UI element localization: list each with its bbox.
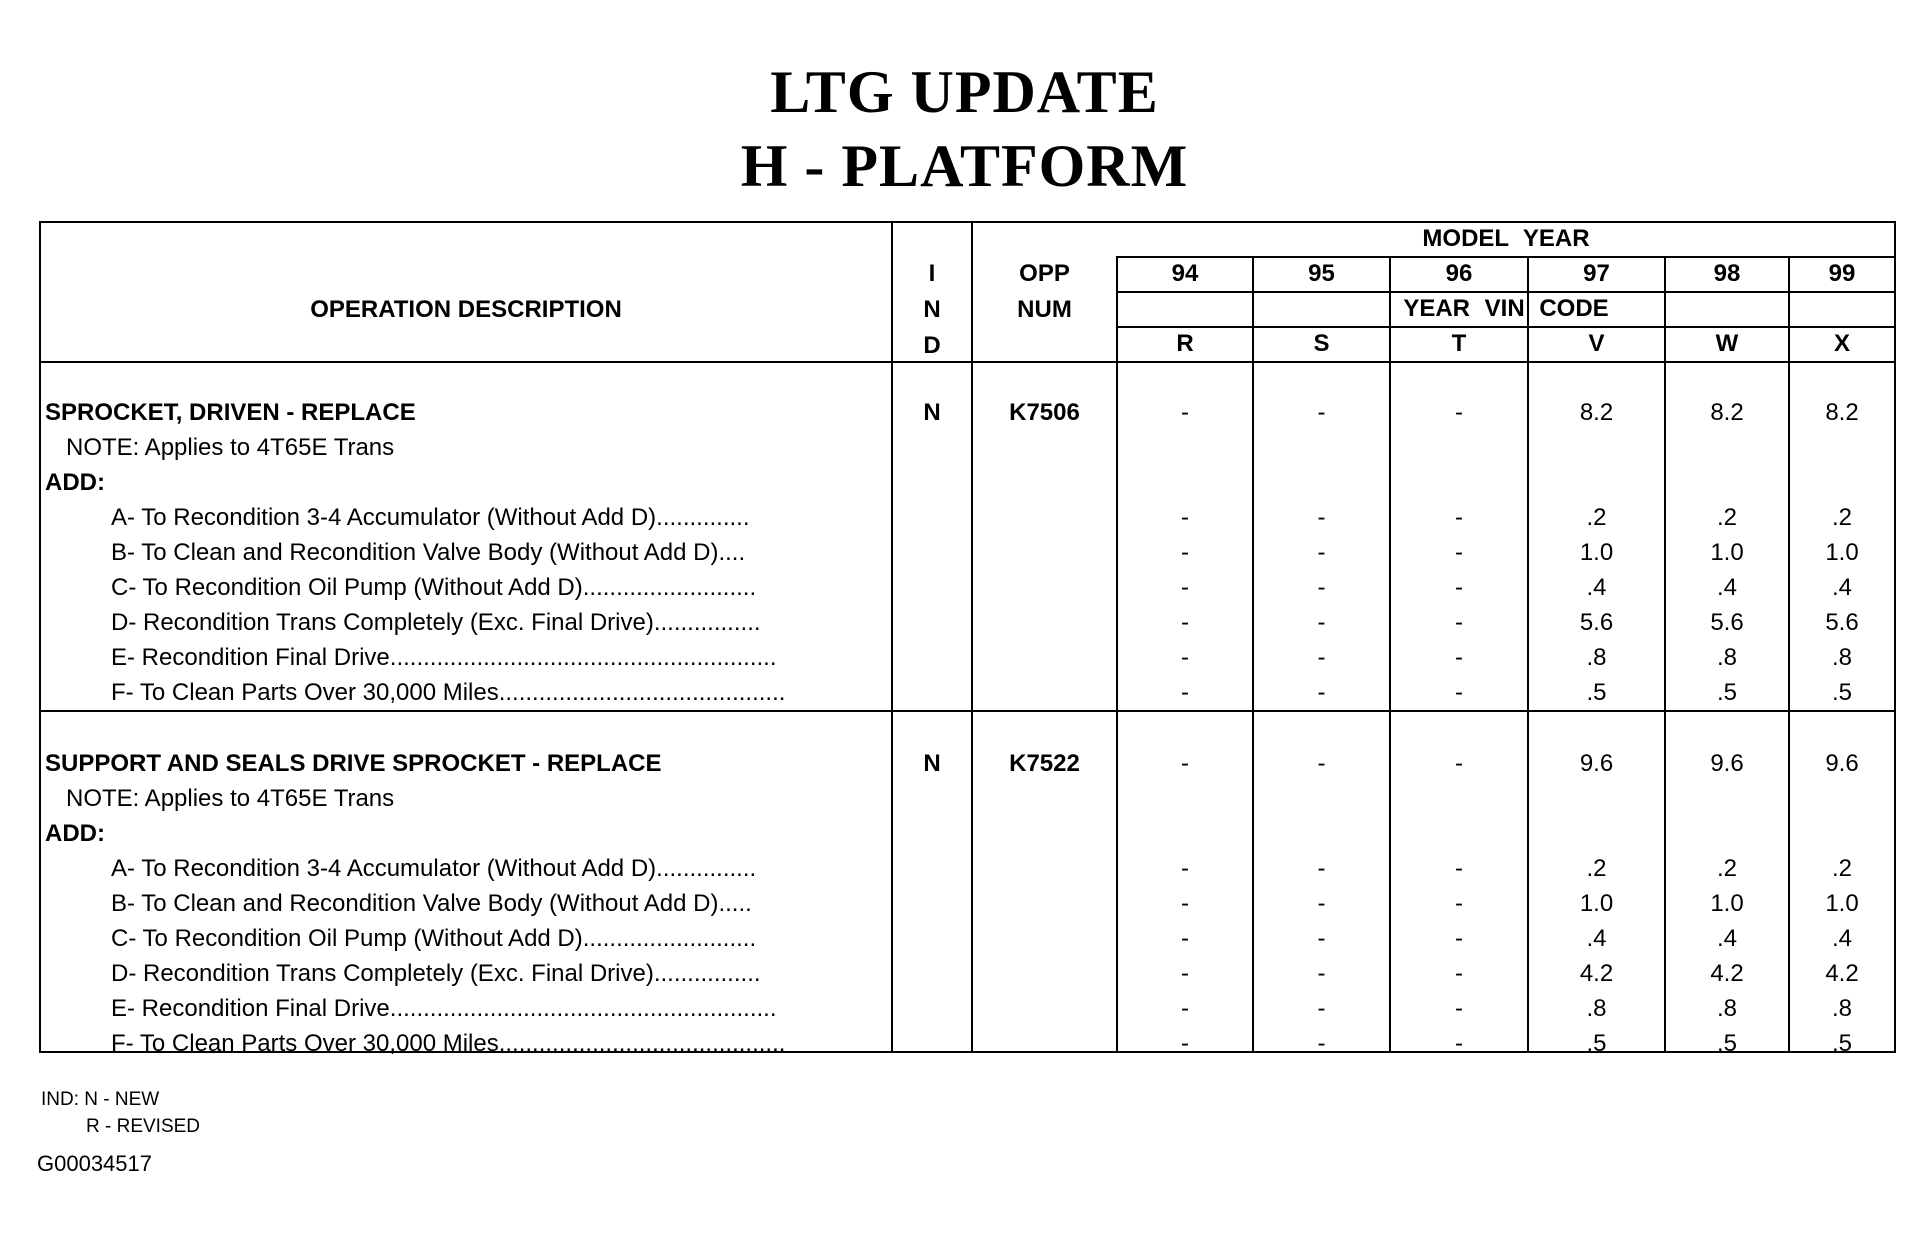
add-item-value: .4 [1831,574,1852,601]
add-item-label: F- To Clean Parts Over 30,000 Miles........................................... [111,1030,786,1057]
figure-id: G00034517 [37,1151,152,1176]
add-item-label: C- To Recondition Oil Pump (Without Add D).......................... [111,925,757,952]
ind-value: N [923,750,941,777]
year-value: - [1455,750,1463,777]
add-item-value: - [1455,644,1463,671]
add-item-value: 1.0 [1825,539,1859,566]
add-item-value: - [1181,609,1189,636]
year-value: 8.2 [1579,399,1614,426]
header-opp: OPP [1019,260,1070,287]
header-year-98: 98 [1713,260,1741,287]
add-item-value: 4.2 [1710,960,1744,987]
legend-revised: R - REVISED [86,1116,201,1137]
year-value: - [1317,750,1326,777]
add-item-label: A- To Recondition 3-4 Accumulator (Without Add D).............. [111,504,750,531]
header-year-94: 94 [1171,260,1199,287]
add-item-value: - [1455,1030,1463,1057]
add-item-label: D- Recondition Trans Completely (Exc. Final Drive)................ [111,960,761,987]
header-year-vin-code: YEAR VIN CODE [1403,295,1609,322]
year-value: 9.6 [1825,750,1859,777]
year-value: - [1317,399,1326,426]
add-item-label: B- To Clean and Recondition Valve Body (Without Add D).... [111,539,746,566]
opp-num: K7506 [1009,399,1080,426]
add-item-label: D- Recondition Trans Completely (Exc. Final Drive)................ [111,609,761,636]
header-num: NUM [1017,296,1072,323]
year-value: - [1181,399,1189,426]
add-item-value: 1.0 [1710,890,1744,917]
add-item-value: .2 [1586,504,1607,531]
add-item-value: .2 [1831,504,1852,531]
header-ind-n: N [923,296,941,323]
add-item-value: .8 [1831,995,1852,1022]
header-operation-description: OPERATION DESCRIPTION [310,296,622,323]
add-item-label: A- To Recondition 3-4 Accumulator (Without Add D)............... [111,855,757,882]
header-year-99: 99 [1828,260,1856,287]
operation-title: SPROCKET, DRIVEN - REPLACE [45,399,416,426]
year-value: 9.6 [1710,750,1744,777]
year-row-divider [1116,291,1896,293]
add-item-value: .2 [1716,504,1737,531]
add-item-value: 4.2 [1579,960,1614,987]
column-divider [971,221,973,1053]
add-item-value: - [1181,925,1189,952]
add-item-value: .4 [1831,925,1852,952]
add-item-value: - [1317,574,1326,601]
add-item-value: .8 [1831,644,1852,671]
header-year-95: 95 [1308,260,1335,287]
add-item-value: 5.6 [1710,609,1744,636]
header-vin-w: W [1715,330,1739,357]
year-value: 8.2 [1710,399,1744,426]
add-item-value: - [1455,609,1463,636]
add-item-value: 1.0 [1579,539,1614,566]
add-item-value: - [1317,609,1326,636]
header-vin-x: X [1833,330,1850,357]
add-item-value: - [1181,890,1189,917]
add-item-value: .5 [1716,679,1737,706]
add-item-value: 4.2 [1825,960,1859,987]
operation-note: NOTE: Applies to 4T65E Trans [66,434,395,461]
add-item-value: - [1181,1030,1189,1057]
add-item-value: - [1455,960,1463,987]
add-item-label: B- To Clean and Recondition Valve Body (Without Add D)..... [111,890,752,917]
section-divider [39,710,1896,712]
add-item-value: 1.0 [1825,890,1859,917]
add-item-value: .8 [1716,995,1737,1022]
add-item-value: .2 [1586,855,1607,882]
operation-note: NOTE: Applies to 4T65E Trans [66,785,395,812]
add-item-label: C- To Recondition Oil Pump (Without Add D).......................... [111,574,757,601]
add-item-value: 5.6 [1579,609,1614,636]
header-year-96: 96 [1445,260,1473,287]
header-vin-v: V [1588,330,1605,357]
add-item-value: - [1455,574,1463,601]
year-value: - [1455,399,1463,426]
add-item-value: - [1317,644,1326,671]
add-item-value: - [1317,890,1326,917]
add-item-value: .5 [1831,679,1852,706]
add-item-value: - [1317,679,1326,706]
header-ind-i: I [928,260,936,287]
add-item-value: - [1317,925,1326,952]
ind-value: N [923,399,941,426]
add-item-value: - [1181,679,1189,706]
add-label: ADD: [45,469,105,496]
header-ind-d: D [923,332,941,359]
add-item-value: .4 [1586,574,1607,601]
add-item-value: - [1181,960,1189,987]
year-value: 9.6 [1579,750,1614,777]
add-item-value: .4 [1586,925,1607,952]
add-label: ADD: [45,820,105,847]
add-item-value: - [1317,1030,1326,1057]
add-item-value: .8 [1716,644,1737,671]
add-item-value: - [1317,539,1326,566]
add-item-value: .8 [1586,644,1607,671]
header-model-year: MODEL YEAR [1422,225,1590,252]
add-item-label: E- Recondition Final Drive.......................................................... [111,995,777,1022]
year-value: - [1181,750,1189,777]
add-item-value: 1.0 [1710,539,1744,566]
add-item-value: .5 [1586,1030,1607,1057]
add-item-value: - [1455,539,1463,566]
add-item-value: .8 [1586,995,1607,1022]
header-vin-t: T [1451,330,1467,357]
add-item-value: - [1317,504,1326,531]
year-value: 8.2 [1825,399,1859,426]
opp-num: K7522 [1009,750,1080,777]
add-item-value: - [1455,679,1463,706]
add-item-value: - [1455,995,1463,1022]
add-item-value: - [1317,960,1326,987]
add-item-value: - [1317,995,1326,1022]
add-item-value: .4 [1716,925,1737,952]
add-item-value: - [1455,855,1463,882]
add-item-label: F- To Clean Parts Over 30,000 Miles........................................... [111,679,786,706]
add-item-value: .2 [1831,855,1852,882]
header-vin-r: R [1176,330,1194,357]
add-item-value: - [1181,855,1189,882]
add-item-value: - [1181,644,1189,671]
add-item-value: .2 [1716,855,1737,882]
add-item-value: - [1181,574,1189,601]
page-title-line2: H - PLATFORM [740,133,1189,199]
add-item-value: .4 [1716,574,1737,601]
add-item-value: - [1181,539,1189,566]
add-item-label: E- Recondition Final Drive.......................................................... [111,644,777,671]
model-year-divider [1116,256,1896,258]
header-year-97: 97 [1583,260,1610,287]
vin-code-divider [1116,326,1896,328]
operation-title: SUPPORT AND SEALS DRIVE SPROCKET - REPLACE [45,750,662,777]
add-item-value: - [1455,504,1463,531]
add-item-value: - [1455,925,1463,952]
add-item-value: .5 [1831,1030,1852,1057]
header-vin-s: S [1313,330,1330,357]
add-item-value: .5 [1716,1030,1737,1057]
header-bottom-divider [39,361,1896,363]
page-title-line1: LTG UPDATE [770,59,1159,125]
add-item-value: .5 [1586,679,1607,706]
add-item-value: 1.0 [1579,890,1614,917]
add-item-value: - [1181,504,1189,531]
legend-new: IND: N - NEW [41,1089,160,1110]
add-item-value: - [1317,855,1326,882]
add-item-value: - [1181,995,1189,1022]
add-item-value: 5.6 [1825,609,1859,636]
add-item-value: - [1455,890,1463,917]
